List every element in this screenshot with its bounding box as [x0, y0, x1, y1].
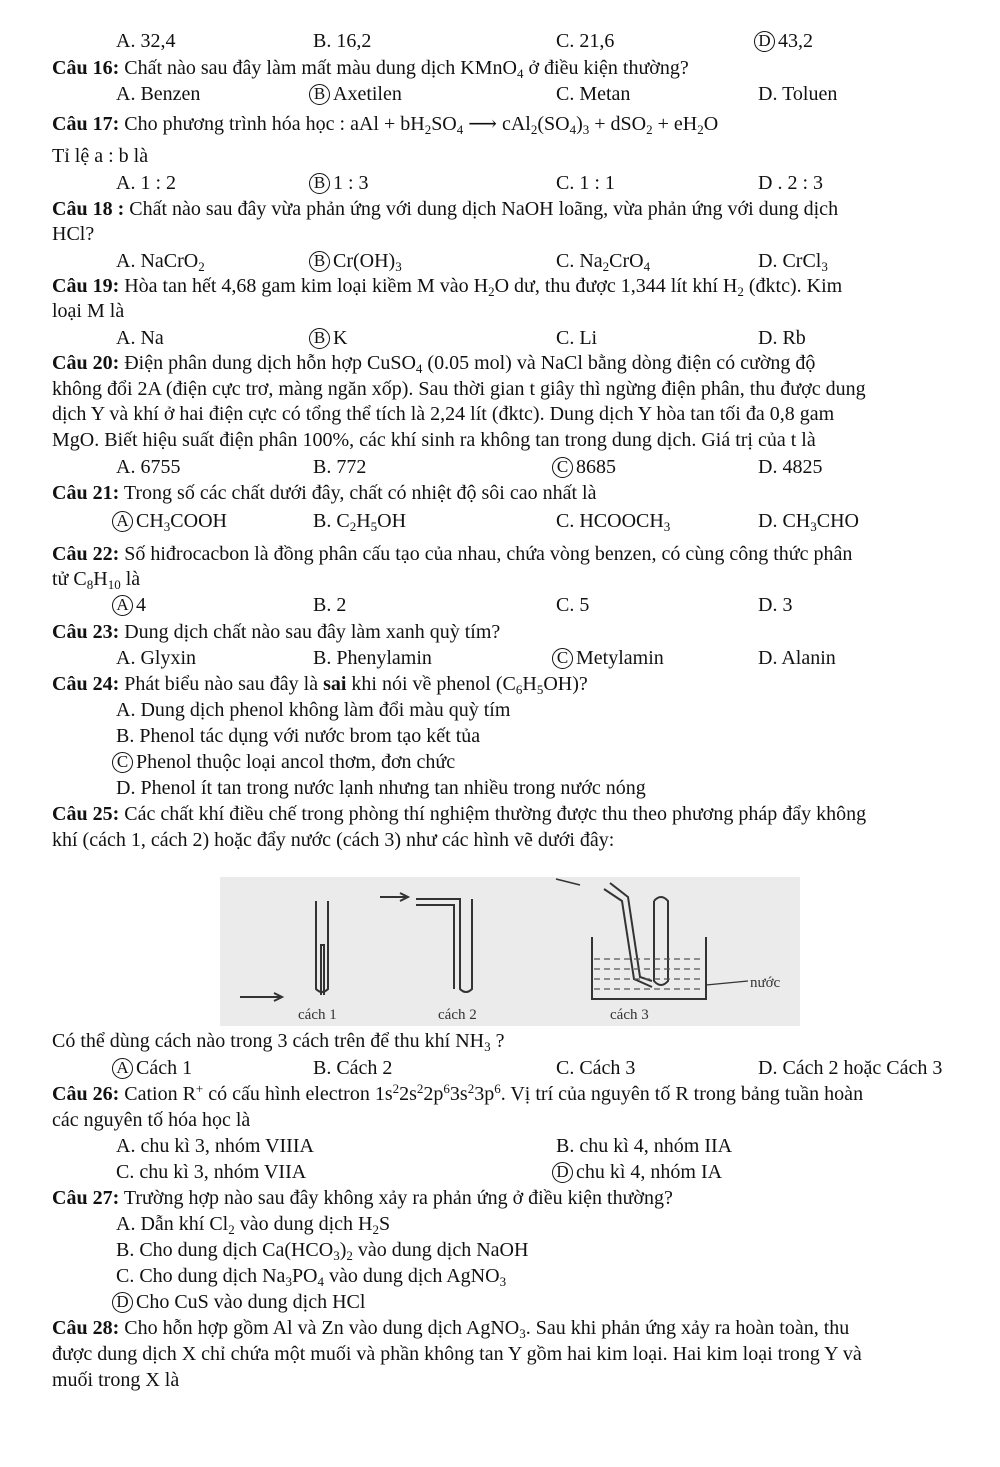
q19-option-a[interactable]: A. Na: [116, 327, 164, 349]
answer-circle: D: [754, 31, 775, 52]
q18-stem-cont: HCl?: [52, 223, 95, 245]
q16-option-d[interactable]: D. Toluen: [758, 83, 838, 105]
q17-option-d[interactable]: D . 2 : 3: [758, 172, 823, 194]
q24-option-c[interactable]: C Phenol thuộc loại ancol thơm, đơn chức: [116, 749, 455, 775]
q26-option-b[interactable]: B. chu kì 4, nhóm IIA: [556, 1135, 733, 1157]
answer-circle: B: [309, 328, 330, 349]
q19-stem: Câu 19: Hòa tan hết 4,68 gam kim loại kiềm M vào $H_2O$ dư, thu được 1,344 lít khí $H_2$ (đktc). Kim: [52, 275, 843, 299]
q22-option-c[interactable]: C. 5: [556, 594, 590, 616]
q20-option-b[interactable]: B. 772: [313, 456, 367, 478]
q20-option-c[interactable]: C 8685: [556, 454, 616, 480]
q15-option-c[interactable]: C. 21,6: [556, 30, 615, 52]
answer-circle: B: [309, 84, 330, 105]
q25-option-b[interactable]: B. Cách 2: [313, 1057, 393, 1079]
q27-option-c[interactable]: C. Cho dung dịch $Na_3PO_4$ vào dung dịch AgNO$_3$: [116, 1265, 507, 1289]
q22-option-d[interactable]: D. 3: [758, 594, 793, 616]
q15-option-b[interactable]: B. 16,2: [313, 30, 372, 52]
q23-stem: Câu 23: Dung dịch chất nào sau đây làm xanh quỳ tím?: [52, 621, 501, 643]
method-1-apparatus: [240, 901, 328, 1001]
answer-circle: A: [112, 511, 133, 532]
method-3-apparatus: [592, 883, 706, 999]
q18-option-a[interactable]: A. NaCrO$_2$: [116, 250, 205, 274]
q20-option-a[interactable]: A. 6755: [116, 456, 181, 478]
q21-option-b[interactable]: B. $C_2H_5OH$: [313, 510, 407, 534]
q23-option-a[interactable]: A. Glyxin: [116, 647, 196, 669]
q19-stem-cont: loại M là: [52, 300, 125, 322]
answer-circle: A: [112, 1058, 133, 1079]
q25-question: Có thể dùng cách nào trong 3 cách trên để thu khí $NH_3$ ?: [52, 1030, 505, 1054]
q18-option-d[interactable]: D. CrCl$_3$: [758, 250, 828, 274]
q18-option-c[interactable]: C. $Na_2CrO_4$: [556, 250, 651, 274]
q21-option-d[interactable]: D. $CH_3CHO$: [758, 510, 859, 534]
q20-stem: Câu 20: Điện phân dung dịch hỗn hợp CuSO$_4$ (0.05 mol) và NaCl bằng dòng điện có cường độ: [52, 352, 816, 376]
q17-option-c[interactable]: C. 1 : 1: [556, 172, 615, 194]
q22-option-a[interactable]: A 4: [116, 592, 146, 618]
answer-circle: C: [112, 752, 133, 773]
q25-stem: Câu 25: Các chất khí điều chế trong phòng thí nghiệm thường được thu theo phương pháp đẩy không: [52, 803, 867, 825]
q26-option-d[interactable]: D chu kì 4, nhóm IA: [556, 1159, 722, 1185]
q24-option-b[interactable]: B. Phenol tác dụng với nước brom tạo kết tủa: [116, 725, 481, 747]
q20-stem-line4: MgO. Biết hiệu suất điện phân 100%, các khí sinh ra không tan trong dung dịch. Giá trị của t là: [52, 429, 816, 451]
method-2-apparatus: [380, 893, 472, 992]
q23-option-b[interactable]: B. Phenylamin: [313, 647, 432, 669]
answer-circle: B: [309, 173, 330, 194]
q25-option-d[interactable]: D. Cách 2 hoặc Cách 3: [758, 1057, 943, 1079]
q24-option-d[interactable]: D. Phenol ít tan trong nước lạnh nhưng tan nhiều trong nước nóng: [116, 777, 646, 799]
q22-stem-cont: tử $C_8H_{10}$ là: [52, 568, 141, 592]
q17-ratio: Tỉ lệ a : b là: [52, 145, 149, 167]
q15-option-a[interactable]: A. 32,4: [116, 30, 176, 52]
q26-option-a[interactable]: A. chu kì 3, nhóm VIIIA: [116, 1135, 314, 1157]
fig-label-3: cách 3: [610, 1007, 649, 1023]
q19-option-b[interactable]: B K: [313, 325, 347, 351]
q20-option-d[interactable]: D. 4825: [758, 456, 823, 478]
q17-stem: Câu 17: Cho phương trình hóa học : aAl + $bH_2SO_4$ ⟶ $cAl_2(SO_4)_3 + dSO_2 + eH_2O$: [52, 113, 719, 137]
q16-option-b[interactable]: B Axetilen: [313, 81, 402, 107]
q22-stem: Câu 22: Số hiđrocacbon là đồng phân cấu tạo của nhau, chứa vòng benzen, có cùng công thức phân: [52, 543, 853, 565]
answer-circle: D: [552, 1162, 573, 1183]
q25-stem-line2: khí (cách 1, cách 2) hoặc đẩy nước (cách 3) như các hình vẽ dưới đây:: [52, 829, 615, 851]
q24-option-a[interactable]: A. Dung dịch phenol không làm đổi màu quỳ tím: [116, 699, 511, 721]
answer-circle: D: [112, 1292, 133, 1313]
fig-label-1: cách 1: [298, 1007, 337, 1023]
q21-option-c[interactable]: C. $HCOOCH_3$: [556, 510, 671, 534]
q27-stem: Câu 27: Trường hợp nào sau đây không xảy ra phản ứng ở điều kiện thường?: [52, 1187, 673, 1209]
answer-circle: B: [309, 251, 330, 272]
q15-option-d[interactable]: D 43,2: [758, 28, 813, 54]
q23-option-d[interactable]: D. Alanin: [758, 647, 836, 669]
q16-option-a[interactable]: A. Benzen: [116, 83, 201, 105]
q24-stem: Câu 24: Phát biểu nào sau đây là sai khi nói về phenol $(C_6H_5OH)$?: [52, 673, 588, 697]
gas-collection-figure: [220, 877, 800, 1026]
q27-option-d[interactable]: D Cho CuS vào dung dịch HCl: [116, 1289, 365, 1315]
q19-option-c[interactable]: C. Li: [556, 327, 598, 349]
q21-option-a[interactable]: A $CH_3COOH$: [116, 508, 227, 534]
q19-option-d[interactable]: D. Rb: [758, 327, 806, 349]
q16-option-c[interactable]: C. Metan: [556, 83, 631, 105]
q20-stem-line3: dịch Y và khí ở hai điện cực có tổng thể tích là 2,24 lít (đktc). Dung dịch Y hòa tan tối đa 0,8 gam: [52, 403, 835, 425]
q20-stem-line2: không đổi 2A (điện cực trơ, màng ngăn xốp). Sau thời gian t giây thì ngừng điện phân, thu được dung: [52, 378, 866, 400]
q18-stem: Câu 18 : Chất nào sau đây vừa phản ứng với dung dịch NaOH loãng, vừa phản ứng với dung dịch: [52, 198, 839, 220]
q21-stem: Câu 21: Trong số các chất dưới đây, chất có nhiệt độ sôi cao nhất là: [52, 482, 597, 504]
q28-stem: Câu 28: Cho hỗn hợp gồm Al và Zn vào dung dịch AgNO$_3$. Sau khi phản ứng xảy ra hoàn toàn, thu: [52, 1317, 850, 1341]
q17-option-b[interactable]: B 1 : 3: [313, 170, 369, 196]
q18-option-b[interactable]: B $Cr(OH)_3$: [313, 248, 402, 274]
q25-option-c[interactable]: C. Cách 3: [556, 1057, 636, 1079]
q23-option-c[interactable]: C Metylamin: [556, 645, 664, 671]
apparatus-diagram: [220, 877, 800, 1026]
q17-option-a[interactable]: A. 1 : 2: [116, 172, 176, 194]
fig-label-water: nước: [750, 975, 781, 991]
q27-option-a[interactable]: A. Dẫn khí $Cl_2$ vào dung dịch $H_2S$: [116, 1213, 391, 1237]
q22-option-b[interactable]: B. 2: [313, 594, 347, 616]
q26-stem: Câu 26: Cation R+ có cấu hình electron $1s^22s^22p^63s^23p^6$. Vị trí của nguyên tố R trong bảng tuần hoàn: [52, 1081, 864, 1105]
q28-stem-line3: muối trong X là: [52, 1369, 180, 1391]
q26-stem-line2: các nguyên tố hóa học là: [52, 1109, 251, 1131]
answer-circle: C: [552, 648, 573, 669]
q27-option-b[interactable]: B. Cho dung dịch $Ca(HCO_3)_2$ vào dung dịch NaOH: [116, 1239, 529, 1263]
answer-circle: A: [112, 595, 133, 616]
fig-label-2: cách 2: [438, 1007, 477, 1023]
q25-option-a[interactable]: A Cách 1: [116, 1055, 192, 1081]
q28-stem-line2: được dung dịch X chỉ chứa một muối và phần không tan Y gồm hai kim loại. Hai kim loại trong Y và: [52, 1343, 862, 1365]
answer-circle: C: [552, 457, 573, 478]
q26-option-c[interactable]: C. chu kì 3, nhóm VIIA: [116, 1161, 307, 1183]
q16-stem: Câu 16: Chất nào sau đây làm mất màu dung dịch KMnO$_4$ ở điều kiện thường?: [52, 57, 689, 81]
water-surface: [594, 959, 704, 989]
